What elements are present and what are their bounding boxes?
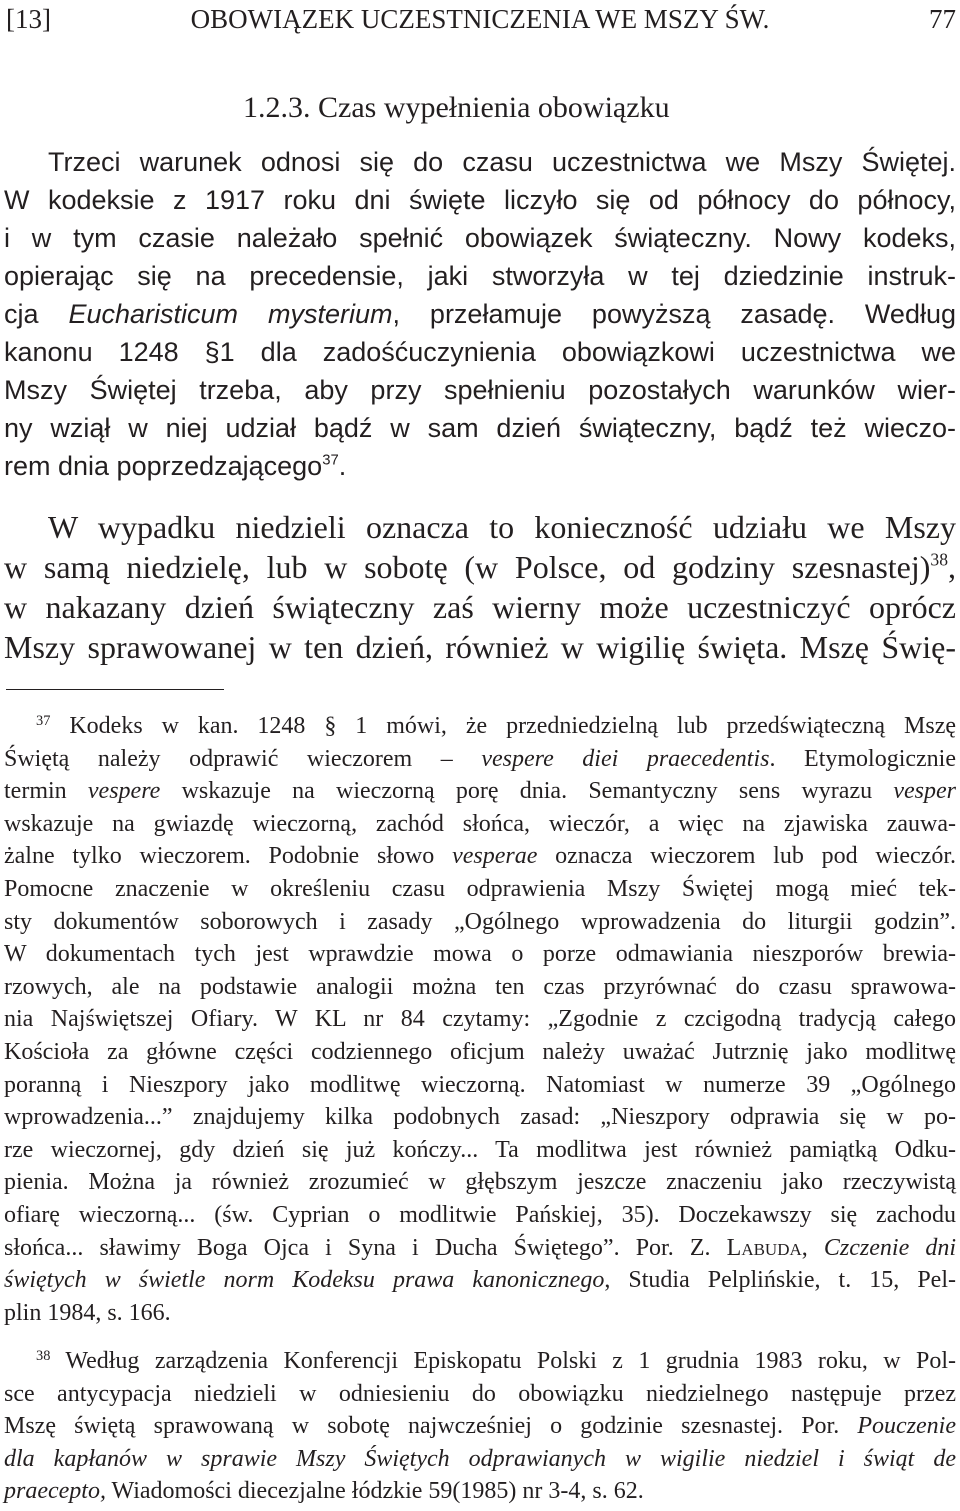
footnote-line: poranną i Nieszpory jako modlitwę wieczorną. Natomiast w numerze 39 „Ogólnego bbox=[4, 1071, 956, 1098]
italic-word: vespere bbox=[87, 778, 161, 805]
footnote-line bbox=[4, 710, 956, 743]
italic-title: praecepto, bbox=[4, 1478, 106, 1505]
text-run: Świętą należy odprawić wieczorem – bbox=[4, 745, 482, 772]
italic-word: vesper bbox=[893, 778, 956, 805]
text-run: , bbox=[948, 549, 956, 585]
text-run: . bbox=[338, 451, 347, 481]
footnote-line: nia Najświętszej Ofiary. W KL nr 84 czytamy: „Zgodnie z czcigodną tradycją całego bbox=[4, 1006, 956, 1033]
text-run: Według zarządzenia Konferencji Episkopatu Polski z 1 grudnia 1983 roku, w Pol- bbox=[65, 1348, 956, 1374]
paragraph-line: W kodeksie z 1917 roku dni święte liczyło się od północy do północy, bbox=[4, 185, 956, 215]
footnote-line: plin 1984, s. 166. bbox=[4, 1299, 171, 1326]
footnote-line: wskazuje na gwiazdę wieczorną, zachód słońca, wieczór, a więc na zjawiska zauwa- bbox=[4, 810, 956, 837]
text-run: , przełamuje powyższą zasadę. Według bbox=[392, 299, 956, 329]
text-run: , bbox=[801, 1234, 824, 1261]
text-run: żalne tylko wieczorem. Podobnie słowo bbox=[4, 843, 453, 870]
paragraph-line bbox=[4, 295, 956, 333]
paragraph-line: ny wziął w niej udział bądź w sam dzień świąteczny, bądź też wieczo- bbox=[4, 413, 956, 443]
footnote-line bbox=[4, 1264, 956, 1297]
footnote-line bbox=[4, 1475, 956, 1508]
footnote-line: Kościoła za główne części codziennego oficjum należy uważać Jutrznię jako modlitwę bbox=[4, 1038, 956, 1065]
text-run: oznacza wieczorem lub pod wieczór. bbox=[537, 843, 956, 870]
italic-phrase: vespere diei praecedentis bbox=[481, 745, 770, 772]
paragraph-line: w nakazany dzień świąteczny zaś wierny może uczestniczyć oprócz bbox=[4, 589, 956, 625]
footnote-line: pienia. Można ja również zrozumieć w głębszym jeszcze znaczeniu jako rzeczywistą bbox=[4, 1169, 956, 1196]
paragraph-line: Mszy sprawowanej w ten dzień, również w wigilię święta. Mszę Świę- bbox=[4, 629, 956, 665]
text-run: i w tym czasie należało spełnić obowiązek świąteczny. bbox=[4, 223, 752, 253]
footnote-line: sce antycypacja niedzieli w odniesieniu do obowiązku niedzielnego następuje przez bbox=[4, 1380, 956, 1407]
section-heading: 1.2.3. Czas wypełnienia obowiązku bbox=[243, 91, 670, 124]
text-run: rem dnia poprzedzającego bbox=[4, 451, 323, 481]
paragraph-line: W wypadku niedzieli oznacza to konieczność udziału we Mszy bbox=[48, 509, 956, 545]
footnote-line bbox=[4, 840, 956, 873]
footnote-line: Pomocne znaczenie w określeniu czasu odprawienia Mszy Świętej mogą mieć tek- bbox=[4, 875, 956, 902]
italic-title: dla kapłanów w sprawie Mszy Świętych odprawianych w wigilie niedziel i świąt de bbox=[4, 1445, 956, 1472]
footnote-separator bbox=[6, 689, 224, 690]
footnote-line bbox=[4, 775, 956, 808]
text-run: Kodeks w kan. 1248 § 1 mówi, że przedniedzielną lub przedświąteczną Mszę bbox=[69, 713, 956, 739]
footnote-line: rzowych, ale na podstawie analogii można ten czas przyrównać do czasu sprawowa- bbox=[4, 973, 956, 1000]
paragraph-line bbox=[4, 219, 956, 257]
footnote-line bbox=[4, 743, 956, 776]
footnote-38 bbox=[4, 1345, 956, 1508]
paragraph-line: kanonu 1248 §1 dla zadośćuczynienia obowiązkowi uczestnictwa we bbox=[4, 337, 956, 367]
footnote-number: 37 bbox=[36, 713, 51, 730]
author-name: Labuda bbox=[726, 1234, 802, 1261]
text-run: w samą niedzielę, lub w sobotę (w Polsce, od godziny szesnastej) bbox=[4, 549, 931, 585]
paragraph-line: Mszy Świętej trzeba, aby przy spełnieniu pozostałych warunków wier- bbox=[4, 375, 956, 405]
paragraph-2 bbox=[4, 507, 956, 667]
text-run: Mszę świętą sprawowaną w sobotę najwcześniej o godzinie szesnastej. Por. bbox=[4, 1413, 858, 1440]
footnote-line: rze wieczornej, gdy dzień się już kończy... Ta modlitwa jest również pamiątką Odku- bbox=[4, 1136, 956, 1163]
footnote-line bbox=[4, 1410, 956, 1443]
text-run: cja bbox=[4, 299, 69, 329]
italic-title: Czczenie dni bbox=[823, 1234, 957, 1261]
italic-word: vesperae bbox=[452, 843, 538, 870]
footnote-ref[interactable]: 37 bbox=[322, 452, 339, 469]
text-run: słońca... sławimy Boga Ojca i Syna i Ducha Świętego”. Por. Z. bbox=[4, 1234, 727, 1261]
running-head bbox=[0, 0, 960, 40]
footnote-line bbox=[4, 1443, 956, 1476]
footnote-number: 38 bbox=[36, 1348, 51, 1365]
page-id: [13] bbox=[6, 4, 51, 34]
italic-title: świętych w świetle norm Kodeksu prawa kanonicznego bbox=[4, 1267, 605, 1294]
paragraph-line: opierając się na precedensie, jaki stworzyła w tej dziedzinie instruk- bbox=[4, 261, 956, 291]
text-run: wskazuje na wieczorną porę dnia. Semantyczny sens wyrazu bbox=[160, 778, 894, 805]
chapter-title: OBOWIĄZEK UCZESTNICZENIA WE MSZY ŚW. bbox=[190, 4, 770, 34]
text-run: Wiadomości diecezjalne łódzkie 59(1985) nr 3-4, s. 62. bbox=[105, 1478, 644, 1505]
footnote-line bbox=[4, 1345, 956, 1378]
footnote-ref[interactable]: 38 bbox=[930, 549, 948, 570]
text-run: , Studia Pelplińskie, t. 15, Pel- bbox=[604, 1267, 956, 1294]
italic-title: Eucharisticum mysterium bbox=[68, 299, 393, 329]
footnote-line: wprowadzenia...” znajdujemy kilka podobnych zasad: „Nieszpory odprawia się w po- bbox=[4, 1104, 956, 1131]
footnote-line bbox=[4, 1232, 956, 1265]
page-number: 77 bbox=[929, 4, 956, 34]
text-run: Nowy kodeks, bbox=[751, 223, 956, 253]
text-run: termin bbox=[4, 778, 88, 805]
paragraph-1 bbox=[4, 143, 956, 485]
italic-title: Pouczenie bbox=[857, 1413, 956, 1440]
paragraph-line: Trzeci warunek odnosi się do czasu uczestnictwa we Mszy Świętej. bbox=[48, 147, 956, 177]
footnote-37 bbox=[4, 710, 956, 1329]
footnote-line: ofiarę wieczorną... (św. Cyprian o modlitwie Pańskiej, 35). Doczekawszy się zachodu bbox=[4, 1201, 956, 1228]
paragraph-line bbox=[4, 447, 956, 485]
paragraph-line bbox=[4, 547, 956, 587]
text-run: . Etymologicznie bbox=[769, 745, 956, 772]
footnote-line: W dokumentach tych jest wprawdzie mowa o porze odmawiania nieszporów brewia- bbox=[4, 941, 956, 968]
footnote-line: sty dokumentów soborowych i zasady „Ogólnego wprowadzenia do liturgii godzin”. bbox=[4, 908, 956, 935]
